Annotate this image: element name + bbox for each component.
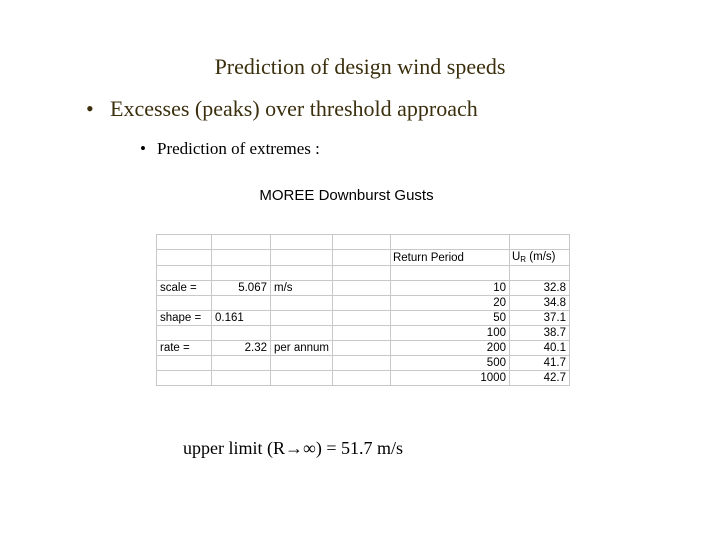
param-value: 2.32: [212, 341, 271, 356]
sub-bullet-prediction: [140, 139, 320, 159]
table-row: [157, 235, 570, 250]
ur-cell: 40.1: [509, 341, 569, 356]
bullet-icon: •: [140, 139, 146, 158]
param-label: scale =: [157, 281, 212, 296]
param-value: 5.067: [212, 281, 271, 296]
upper-limit-suffix: ) = 51.7 m/s: [315, 438, 403, 458]
return-period-cell: 500: [390, 356, 509, 371]
table-row: [157, 326, 570, 341]
return-period-cell: 1000: [390, 371, 509, 386]
return-period-cell: 200: [390, 341, 509, 356]
table-row: [157, 311, 570, 326]
table-row: [157, 250, 570, 266]
param-unit: m/s: [271, 281, 333, 296]
bullet-text: Excesses (peaks) over threshold approach: [110, 96, 478, 121]
header-return-period: Return Period: [390, 250, 509, 266]
header-ur: [509, 250, 569, 266]
ur-cell: 37.1: [509, 311, 569, 326]
table-row: [157, 371, 570, 386]
table-row: [157, 266, 570, 281]
gust-table: [156, 234, 570, 386]
ur-symbol: U: [511, 251, 521, 263]
ur-unit: (m/s): [529, 251, 556, 263]
table-row: [157, 281, 570, 296]
table-row: [157, 341, 570, 356]
return-period-cell: 100: [390, 326, 509, 341]
sub-bullet-text: Prediction of extremes :: [157, 139, 320, 158]
upper-limit-note: [183, 438, 403, 459]
bullet-excesses: [86, 96, 478, 122]
return-period-cell: 20: [390, 296, 509, 311]
bullet-icon: •: [86, 96, 94, 121]
ur-subscript: R: [520, 255, 527, 264]
ur-cell: 41.7: [509, 356, 569, 371]
table-title: MOREE Downburst Gusts: [259, 187, 434, 204]
ur-cell: 38.7: [509, 326, 569, 341]
ur-cell: 42.7: [509, 371, 569, 386]
param-value: 0.161: [212, 311, 271, 326]
param-unit: per annum: [271, 341, 333, 356]
param-label: shape =: [157, 311, 212, 326]
upper-limit-prefix: upper limit (R: [183, 438, 285, 458]
param-label: rate =: [157, 341, 212, 356]
ur-cell: 34.8: [509, 296, 569, 311]
table-row: [157, 296, 570, 311]
return-period-cell: 10: [390, 281, 509, 296]
slide-title: Prediction of design wind speeds: [214, 54, 506, 79]
arrow-infinity-icon: →∞: [285, 438, 316, 458]
table-row: [157, 356, 570, 371]
return-period-cell: 50: [390, 311, 509, 326]
ur-cell: 32.8: [509, 281, 569, 296]
